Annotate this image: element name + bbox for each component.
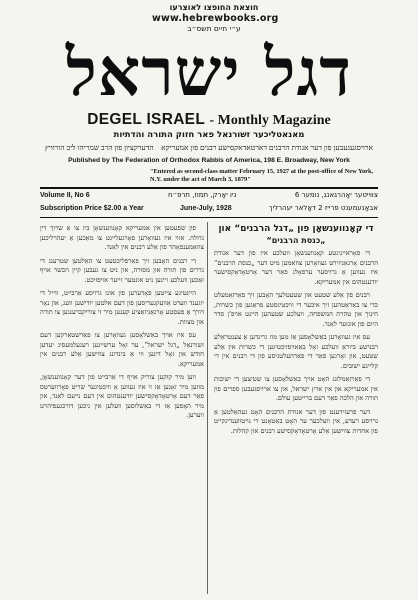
article-paragraph: היינטיגע צייטען פאָדערען פון אונז גרויסע אַרבייט, ווייל די יוגענד ווערט אַוועקגעריסען פון דעם אלטען יודישען וועג, און נאָר דורך אַ פעסטע אָרגאַניזאַציע קענען מיר זי צוריקברענגען צו תורה און מצוות. — [40, 289, 204, 326]
article-heading: די קאָנווענשאָן פון „דגל הרבנים“ און — [218, 224, 374, 234]
stamp-line-3: ע״י חיים תשס״ב — [187, 24, 241, 33]
volume-number: Volume II, No 6 — [40, 192, 90, 199]
article-paragraph: ווען מיר קוקען צוריק אויף די אַרבייט פון דער קאָנווענשאָן, מוזען מיר זאָגען אַז זי איז געווען אַ וויכטיגער שריט פאָרווערטס פאַר דעם אָרטאָדאָקסישען יודענטהום אין דעם נייעם לאַנד, און מיר האָפען אַז די באַשלוסען וועלען אין גיכען דורכגעפיהרט ווערען. — [40, 373, 204, 419]
entered-notice: "Entered as second-class matter February 15, 1927 at the post-office of New York, N.Y. under the act of March 3, 1879" — [150, 168, 374, 183]
yiddish-volume: צווייטער יאָהרגאנג, נומער 6 — [294, 191, 378, 199]
stamp-url: www.hebrewbooks.org — [152, 13, 279, 24]
article-paragraph: רבנים פון אַלע שטעט און שטעטלעך האָבען זיך פאַרזאַמעלט כדי צו באַראַטהען זיך איבער די וויכטיגסטע פראַגען פון כשרות, חינוך און טהרת המשפחה, וועלכע שטעהען היינט אויפ'ן סדר היום פון אונזער לאַנד. — [214, 291, 378, 328]
hebrew-masthead-title: דגל ישראל — [65, 33, 353, 111]
article-paragraph: דער פרעזידענט פון דער אגודת הרבנים האָט געהאַלטען אַ גרויסע רעדע, אין וועלכער ער האָט באַטאָנט די נויטווענדיגקייט פון אחדות צווישען אַלע אָרטאָדאָקסישע רבנים און קהלות. — [214, 407, 378, 435]
yiddish-subtitle: מאנאטליכער זשורנאל פאר חזוק התורה והדתיות — [113, 130, 305, 140]
article-column-left — [40, 224, 204, 596]
issue-row-volume — [40, 190, 378, 201]
article-column-right — [214, 224, 378, 596]
english-title-main: DEGEL ISRAEL — [87, 111, 205, 128]
subscription-price: Subscription Price $2.00 a Year — [40, 205, 144, 212]
yiddish-price: אבאָנעמענט פרייז 2 דאָלאר יעהרליך — [268, 204, 378, 212]
issue-date: June-July, 1928 — [180, 205, 232, 212]
editor-text: הדערקציון פון הרב שמריהו ליב הורוויץ — [44, 143, 154, 152]
article-paragraph: די רבנים האָבען זיך פאַרפליכטעט צו האַלטען שטרענג די גדרים פון תורה און מסורה, און ניט צו געבען קיין הכשר אויף זאַכען וועלכע זיינען ניט אונטער זייער אויפזיכט. — [40, 256, 204, 284]
published-by-line: Published by The Federation of Orthodox Rabbis of America, 198 E. Broadway, New York — [68, 157, 350, 164]
article-paragraph: די פאַרזאַמלונג האָט אויך באַשלאָסען צו שטיצען די ישיבות אין אמעריקא און אין ארץ ישראל, און צו ארויסגעבען ספרים פון תורה און הלכה פאַר דעם ברייטען עולם. — [214, 375, 378, 402]
article-paragraph: די פאָראייניגטע קאָנווענשאָן וועלכע איז פון דער אגודת הרבנים אָרגאַניזירט געוואָרען צוזאמען מיט דער „כנסת הרבנים“ איז געווען אַ גרויסער ערפאָלג פאַר דער אָרטאָדאָקסישער יודענטהום אין אמעריקא. — [214, 249, 378, 286]
article-paragraph: פון שפעטען אין אמעריקא קאָנווענשאָן ביז צו אַ שרוך דין גדולה. אזוי איז געוואָרען פאָרגעלייגט צו מאַכען אַ יעהרליכען צוזאַמענפאָהר פון אַלע רבנים אין לאַנד. — [40, 224, 204, 251]
stamp-line-1: חוצאת החופצו לאוצרעו — [169, 3, 259, 12]
article-paragraph: עס איז אויך באַשלאָסען געוואָרען צו פאַרשטאַרקען דעם זשורנאַל „דגל ישראל“, ער זאָל ערשיינען רעגעלמעסיג יעדען חודש און זאָל דינען ווי אַ בינדונג צווישען אַלע רבנים אין אמעריקא. — [40, 331, 204, 368]
issue-row-price — [40, 203, 378, 214]
header-rule-bottom — [40, 217, 378, 218]
header-rule-top — [40, 187, 378, 189]
hebrewbooks-stamp — [152, 3, 279, 33]
article-paragraph: עס איז געוואָרען באַשלאָסען אַז מען מוז גרינדען אַ צענטראַלע רבנישע ביוראָ וועלכע זאָל באַאויפזיכטיגען די כשרות אין אַלע שטעט, און זאָרגען פאַר די פאַרהעלטניסע פון די רבנים אין די קליינע ישובים. — [214, 333, 378, 370]
hebrew-date: ניו יאָרק, תמוז, תרפ״ח — [168, 191, 237, 199]
organization-line — [40, 143, 378, 153]
article-subheading: „כנסת הרבנים“ — [266, 236, 326, 245]
english-title-sub: - Monthly Magazine — [209, 113, 331, 128]
english-title — [40, 111, 378, 129]
column-divider — [207, 222, 208, 594]
organization-text: ארויסגעגעבען פון דער אגודת הרבנים דארטאדאקסישע רבנים פון אמעריקא — [161, 143, 374, 152]
